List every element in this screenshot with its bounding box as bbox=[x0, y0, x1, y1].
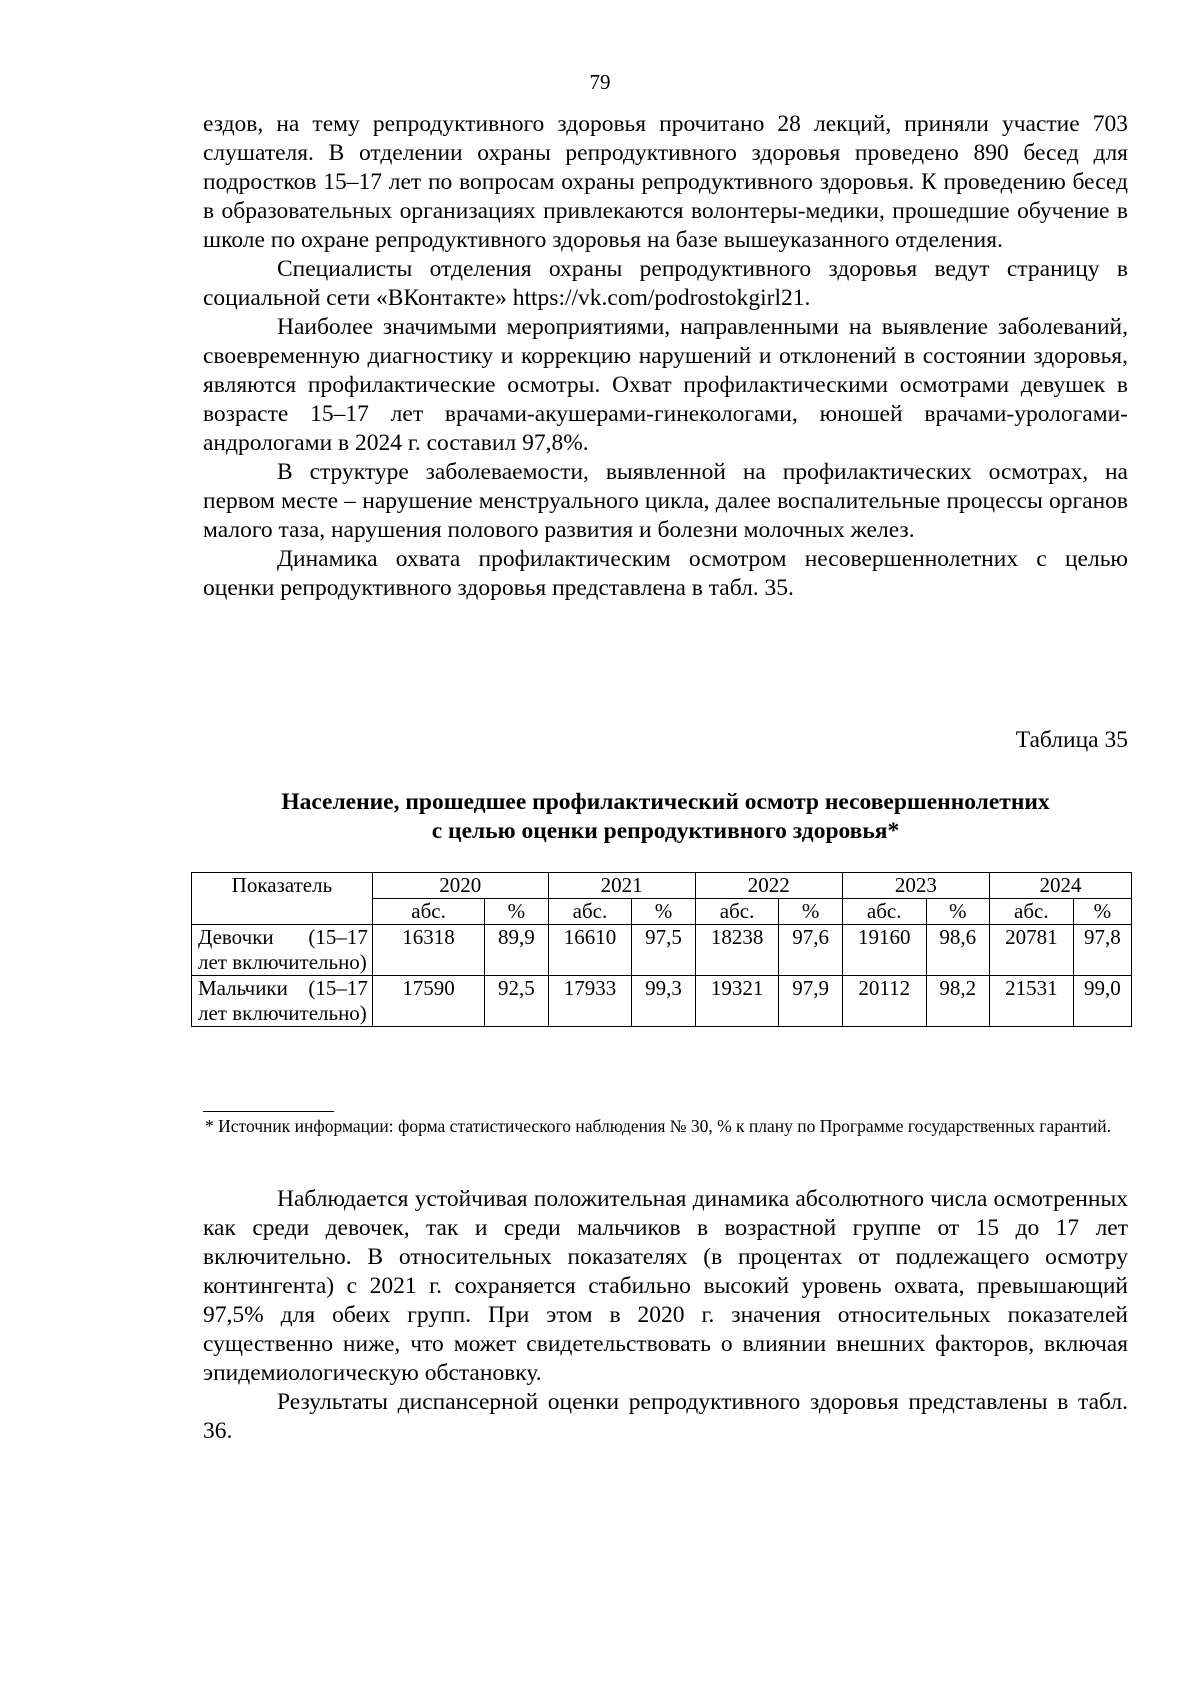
header-abs: абс. bbox=[842, 899, 926, 925]
cell-abs: 16610 bbox=[548, 925, 632, 976]
paragraph: Специалисты отделения охраны репродуктивного здоровья ведут страницу в социальной сети «ВКонтакте» https://vk.com/podrostokgirl21. bbox=[203, 256, 1128, 311]
cell-pct: 97,5 bbox=[632, 925, 695, 976]
cell-abs: 20112 bbox=[842, 976, 926, 1027]
header-pct: % bbox=[485, 899, 548, 925]
cell-abs: 17590 bbox=[372, 976, 484, 1027]
header-year: 2021 bbox=[548, 873, 695, 899]
cell-pct: 97,8 bbox=[1073, 925, 1131, 976]
body-text-top bbox=[203, 110, 1128, 603]
header-pct: % bbox=[926, 899, 989, 925]
header-year: 2024 bbox=[989, 873, 1131, 899]
header-pct: % bbox=[779, 899, 842, 925]
paragraph: В структуре заболеваемости, выявленной на профилактических осмотрах, на первом месте – нарушение менструального цикла, далее воспалительные процессы органов малого таза, нарушения полового развития и болезни молочных желез. bbox=[203, 459, 1128, 543]
row-label: Девочки (15–17 лет включительно) bbox=[192, 925, 373, 976]
cell-abs: 17933 bbox=[548, 976, 632, 1027]
cell-pct: 99,0 bbox=[1073, 976, 1131, 1027]
table-label: Таблица 35 bbox=[1015, 727, 1128, 753]
header-abs: абс. bbox=[548, 899, 632, 925]
cell-pct: 98,6 bbox=[926, 925, 989, 976]
header-year: 2020 bbox=[372, 873, 548, 899]
cell-pct: 97,9 bbox=[779, 976, 842, 1027]
table-title bbox=[203, 788, 1128, 846]
header-year: 2022 bbox=[695, 873, 842, 899]
cell-abs: 19160 bbox=[842, 925, 926, 976]
table-title-line: с целью оценки репродуктивного здоровья* bbox=[431, 818, 900, 844]
coverage-table bbox=[191, 872, 1132, 1027]
header-pct: % bbox=[632, 899, 695, 925]
table-row bbox=[192, 925, 1132, 976]
cell-pct: 98,2 bbox=[926, 976, 989, 1027]
footnote-rule bbox=[203, 1111, 334, 1112]
cell-abs: 20781 bbox=[989, 925, 1073, 976]
table-header-row bbox=[192, 873, 1132, 899]
paragraph: Результаты диспансерной оценки репродуктивного здоровья представлены в табл. 36. bbox=[203, 1389, 1128, 1444]
paragraph: ездов, на тему репродуктивного здоровья прочитано 28 лекций, приняли участие 703 слушателя. В отделении охраны репродуктивного здоровья проведено 890 бесед для подростков 15–17 лет по вопросам охраны репродуктивного здоровья. К проведению бесед в образовательных организациях привлекаются волонтеры-медики, прошедшие обучение в школе по охране репродуктивного здоровья на базе вышеуказанного отделения. bbox=[203, 111, 1128, 253]
header-abs: абс. bbox=[695, 899, 779, 925]
row-label: Мальчики (15–17 лет включительно) bbox=[192, 976, 373, 1027]
cell-abs: 16318 bbox=[372, 925, 484, 976]
cell-abs: 18238 bbox=[695, 925, 779, 976]
cell-abs: 21531 bbox=[989, 976, 1073, 1027]
header-indicator: Показатель bbox=[192, 873, 373, 925]
header-abs: абс. bbox=[372, 899, 484, 925]
cell-abs: 19321 bbox=[695, 976, 779, 1027]
header-abs: абс. bbox=[989, 899, 1073, 925]
table-title-line: Население, прошедшее профилактический осмотр несовершеннолетних bbox=[281, 789, 1050, 815]
paragraph: Наблюдается устойчивая положительная динамика абсолютного числа осмотренных как среди девочек, так и среди мальчиков в возрастной группе от 15 до 17 лет включительно. В относительных показателях (в процентах от подлежащего осмотру контингента) с 2021 г. сохраняется стабильно высокий уровень охвата, превышающий 97,5% для обеих групп. При этом в 2020 г. значения относительных показателей существенно ниже, что может свидетельствовать о влиянии внешних факторов, включая эпидемиологическую обстановку. bbox=[203, 1186, 1128, 1386]
cell-pct: 97,6 bbox=[779, 925, 842, 976]
cell-pct: 89,9 bbox=[485, 925, 548, 976]
page-number: 79 bbox=[589, 70, 611, 94]
cell-pct: 99,3 bbox=[632, 976, 695, 1027]
table-row bbox=[192, 976, 1132, 1027]
paragraph: Динамика охвата профилактическим осмотром несовершеннолетних с целью оценки репродуктивного здоровья представлена в табл. 35. bbox=[203, 546, 1128, 601]
footnote: * Источник информации: форма статистического наблюдения № 30, % к плану по Программе государственных гарантий. bbox=[205, 1116, 1111, 1136]
header-pct: % bbox=[1073, 899, 1131, 925]
header-year: 2023 bbox=[842, 873, 989, 899]
cell-pct: 92,5 bbox=[485, 976, 548, 1027]
paragraph: Наиболее значимыми мероприятиями, направленными на выявление заболеваний, своевременную диагностику и коррекцию нарушений и отклонений в состоянии здоровья, являются профилактические осмотры. Охват профилактическими осмотрами девушек в возрасте 15–17 лет врачами-акушерами-гинекологами, юношей врачами-урологами-андрологами в 2024 г. составил 97,8%. bbox=[203, 314, 1128, 456]
body-text-bottom bbox=[203, 1185, 1128, 1446]
